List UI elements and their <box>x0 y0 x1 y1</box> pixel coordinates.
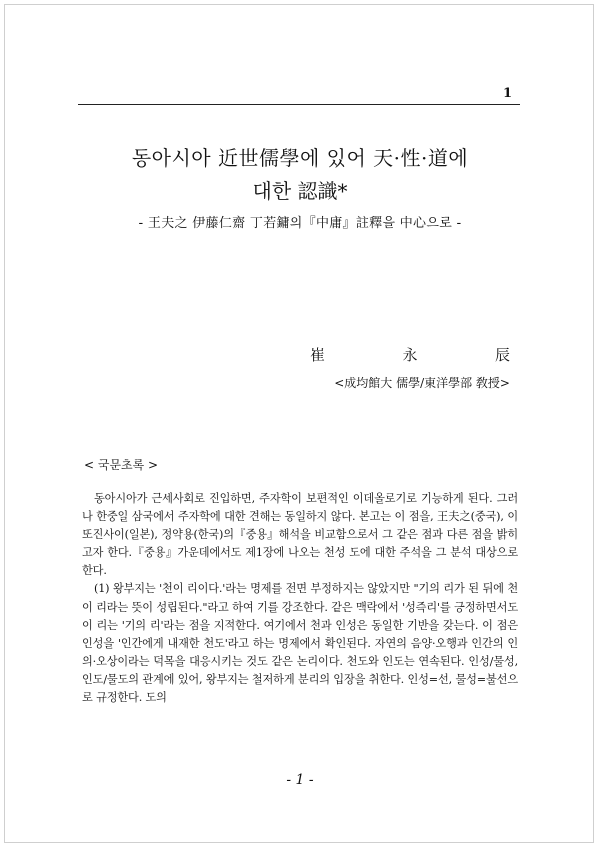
author-name <box>310 344 510 365</box>
author-name-char: 永 <box>402 346 418 364</box>
page-frame <box>4 4 594 843</box>
abstract-heading: < 국문초록 > <box>84 458 159 472</box>
abstract-body <box>82 490 518 707</box>
author-name-char: 辰 <box>494 346 510 364</box>
paper-title-line2: 대한 認識* <box>252 179 348 203</box>
abstract-paragraph: (1) 왕부지는 '천이 리이다.'라는 명제를 전면 부정하지는 않았지만 "기의 리가 된 뒤에 천이 리라는 뜻이 성립된다."라고 하여 기를 강조한다. 같은 맥락에서 '성즉리'를 긍정하면서도 이 리는 '기의 리'라는 점을 지적한다. 여기에서 천과 인성은 동일한 기반을 갖는다. 이 점은 인성을 '인간에게 내재한 천도'라고 하는 명제에서 확인된다. 자연의 음양·오행과 인간의 인의·오상이라는 덕목을 대응시키는 것도 같은 논리이다. 천도와 인도는 연속된다. 인성/물성, 인도/물도의 관계에 있어, 왕부지는 철저하게 분리의 입장을 취한다. 인성=선, 물성=불선으로 규정한다. 도의 <box>82 582 518 705</box>
footer-page-number: - 1 - <box>286 772 314 788</box>
author-name-char: 崔 <box>310 346 326 364</box>
abstract-paragraph: 동아시아가 근세사회로 진입하면, 주자학이 보편적인 이데올로기로 기능하게 된다. 그러나 한중일 삼국에서 주자학에 대한 견해는 동일하지 않다. 본고는 이 점을, 王夫之(중국), 이또진사이(일본), 정약용(한국)의『중용』해석을 비교함으로서 그 같은 점과 다른 점을 밝히고자 한다.『중용』가운데에서도 제1장에 나오는 천성 도에 대한 주석을 그 분석 대상으로 한다. <box>82 492 518 578</box>
header-rule <box>78 104 520 105</box>
author-affiliation: <成均館大 儒學/東洋學部 敎授> <box>334 376 510 390</box>
paper-subtitle: - 王夫之 伊藤仁齋 丁若鏞의『中庸』註釋을 中心으로 - <box>138 216 462 231</box>
paper-title-line1: 동아시아 近世儒學에 있어 天·性·道에 <box>131 146 469 170</box>
page-number: 1 <box>502 86 512 101</box>
